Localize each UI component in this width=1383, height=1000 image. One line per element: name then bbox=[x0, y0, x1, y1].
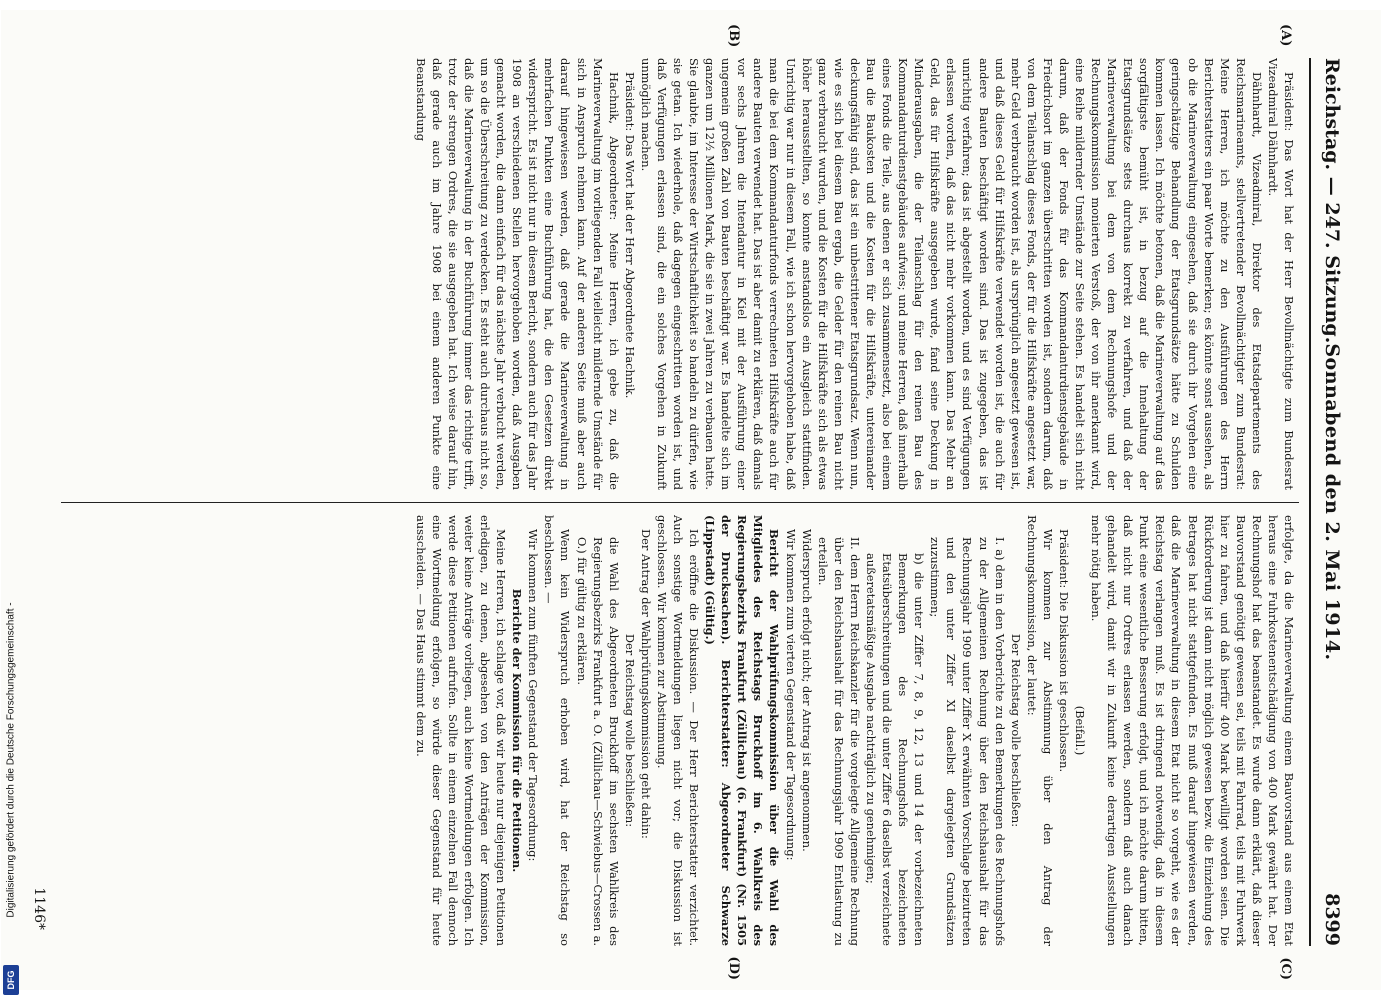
paragraph: Wir kommen zum fünften Gegenstand der Tagesordnung: bbox=[526, 529, 541, 862]
header-session: Reichstag. — 247. Sitzung. bbox=[1321, 58, 1343, 344]
resolution-item: II. dem Herrn Reichskanzler für die vorgelegte Allgemeine Rechnung über den Reichshaushalt für das Rechnungsjahr 1909 Entlastung zu erteilen. bbox=[815, 537, 862, 946]
resolution-heading: Der Reichstag wolle beschließen: bbox=[1008, 633, 1023, 828]
applause-note: (Beifall.) bbox=[1072, 705, 1087, 756]
paragraph: Präsident: Das Wort hat der Herr Bevollmächtigte zum Bundesrat Vizeadmiral Dähnhardt. bbox=[1265, 58, 1296, 490]
paragraph: Wir kommen zum vierten Gegenstand der Tagesordnung: bbox=[783, 529, 798, 861]
paragraph: Meine Herren, ich schlage vor, daß wir heute nur diejenigen Petitionen erledigen, zu denen, abgesehen von den Anträgen der Kommission, weiter keine Anträge vorliegen, auch keine Wortmeldungen erfolgen. Ich werde diese Petitionen aufrufen. Sollte in einem einzelnen Fall dennoch eine Wortmeldung erfolgen, so würde dieser Gegenstand für heute ausscheiden. — Das Haus stimmt dem zu. bbox=[413, 515, 509, 946]
resolution-item: die Wahl des Abgeordneten Bruckhoff im sechsten Wahlkreis des Regierungsbezirks Frankfurt a. O. (Züllichau—Schwiebus—Crossen a. O.) für gültig zu erklären. bbox=[574, 537, 621, 946]
column-divider bbox=[61, 502, 1299, 503]
paragraph: Dähnhardt, Vizeadmiral, Direktor des Etatsdepartements des Reichsmarineamts, stellvertretender Bevollmächtigter zum Bundesrat: Meine Herren, ich möchte zu den Ausführungen des Herrn Berichterstatters ein paar Worte bemerken; es könnte sonst aussehen, als ob die Marineverwaltung eingesehen, daß sie durch ihr Vorgehen eine geringschätzige Behandlung der Etatsgrundsätze hätte zu Schulden kommen lassen. Ich möchte betonen, daß die Marineverwaltung auf das sorgfältigste bemüht ist, in bezug auf die Innehaltung der Etatsgrundsätze stets durchaus korrekt zu verfahren, und daß der Marineverwaltung bei dem von dem Rechnungshofe und der Rechnungskommission monierten Verstoß, der von ihr anerkannt wird, eine Reihe mildernder Umstände zur Seite stehen. Es handelt sich nicht darum, daß der Fonds für das Kommandanturdienstgebäude in Friedrichsort im ganzen überschritten worden ist, sondern darum, daß von dem Teilanschlag dieses Fonds, der für die Hilfskräfte angesetzt war, mehr Geld verbraucht worden ist, als ursprünglich angesetzt gewesen ist, und daß dieses Geld für Hilfskräfte verwendet worden ist, die auch für andere Bauten beschäftigt worden sind. Das ist zugegeben, das ist unrichtig verfahren; das ist abgestellt worden, und es sind Verfügungen erlassen worden, daß das nicht mehr vorkommen kann. Das Mehr an Geld, das für Hilfskräfte ausgegeben wurde, fand seine Deckung in Minderausgaben, die der Teilanschlag für den reinen Bau des Kommandanturdienstgebäudes aufwies; und meine Herren, daß innerhalb eines Fonds die Teile, aus denen er sich zusammensetzt, also bei einem Bau die Baukosten und die Kosten für die Hilfskräfte, untereinander deckungsfähig sind, das ist ein unbestrittener Etatsgrundsatz. Wenn nun, wie es sich bei diesem Bau ergab, die Gelder für den reinen Bau nicht ganz verbraucht wurden, und die Kosten für die Hilfskräfte sich als etwas höher herausstellten, so konnte anstandslos ein Ausgleich stattfinden. Unrichtig war nur in diesem Fall, wie ich schon hervorgehoben habe, daß man die bei dem Kommandanturfonds verrechneten Hilfskräfte auch für andere Bauten verwendet hat. Das ist aber damit zu erklären, daß damals vor sechs Jahren die Intendantur in Kiel mit der Ausführung einer ungemein großen Zahl von Bauten beschäftigt war. Es handelte sich im ganzen um 12½ Millionen Mark, die sie in zwei Jahren zu verbauen hatte. Sie glaubte, im Interesse der Wirtschaftlichkeit so handeln zu dürfen, wie sie getan. Ich wiederhole, daß dagegen eingeschritten worden ist, und daß Verfügungen erlassen sind, die ein solches Vorgehen in Zukunft unmöglich machen. bbox=[638, 58, 1264, 490]
page-header bbox=[1309, 58, 1347, 946]
margin-marker-c: (C) bbox=[1278, 957, 1293, 980]
header-date: Sonnabend den 2. Mai 1914. bbox=[1321, 343, 1343, 661]
paragraph: Präsident: Die Diskussion ist geschlossen. bbox=[1056, 529, 1071, 773]
left-column bbox=[63, 58, 1297, 490]
digitization-credit bbox=[0, 0, 22, 1000]
header-page-number: 8399 bbox=[1321, 893, 1343, 946]
document-page bbox=[1, 10, 1381, 990]
resolution-item: I. a) dem in den Vorberichte zu den Bemerkungen des Rechnungshofs zu der Allgemeinen Rechnung über den Reichshaushalt für das Rechnungsjahr 1909 unter Ziffer X erwähnten Vorschlage beizutreten und den unter Ziffer XI daselbst dargelegten Grundsätzen zuzustimmen; bbox=[928, 537, 1007, 946]
margin-marker-b: (B) bbox=[726, 24, 741, 48]
paragraph: Der Antrag der Wahlprüfungskommission geht dahin: bbox=[638, 529, 653, 839]
paragraph: Ich eröffne die Diskussion. — Der Herr Berichterstatter verzichtet. Auch sonstige Wortmeldungen liegen nicht vor; die Diskussion ist geschlossen. Wir kommen zur Abstimmung. bbox=[654, 515, 702, 946]
paragraph: Widerspruch erfolgt nicht; der Antrag ist angenommen. bbox=[799, 529, 814, 852]
resolution-heading: Der Reichstag wolle beschließen: bbox=[622, 633, 637, 828]
credit-text: Digitalisierung gefördert durch die Deutsche Forschungsgemeinschaft - bbox=[5, 602, 17, 918]
paragraph: Wir kommen zur Abstimmung über den Antrag der Rechnungskommission, der lautet: bbox=[1024, 515, 1055, 946]
page-footer-mark: 1146* bbox=[31, 887, 47, 930]
paragraph: Präsident: Das Wort hat der Herr Abgeordnete Hachnik. bbox=[622, 72, 637, 399]
dfg-logo-icon bbox=[3, 965, 19, 995]
paragraph: erfolgte, da die Marineverwaltung einem Bauvorstand aus einem Etat heraus eine Fuhrkostenentschädigung von 400 Mark gewährt hat. Der Rechnungshof hat das beanstandet. Es wurde dann erklärt, daß dieser Bauvorstand genötigt gewesen sei, teils mit Fahrrad, teils mit Fuhrwerk hier zu fahren, und daß hierfür 400 Mark bewilligt worden seien. Die Rückforderung ist dann nicht möglich gewesen bezw. die Einziehung des Betrages hat nicht stattgefunden. Es muß darauf hingewiesen werden, daß die Marineverwaltung in diesem Etat nicht so vorgeht, wie es der Reichstag verlangen muß. Es ist dringend notwendig, daß in diesem Punkt eine wesentliche Besserung erfolgt, und ich möchte darum bitten, daß nicht nur Ordres erlassen werden, sondern daß auch danach gehandelt wird, damit wir in Zukunft keine derartigen Ausstellungen mehr nötig haben. bbox=[1089, 515, 1296, 946]
paragraph: Hachnik, Abgeordneter: Meine Herren, ich gebe zu, daß die Marineverwaltung im vorliegenden Fall vielleicht mildernde Umstände für sich in Anspruch nehmen kann. Auf der anderen Seite muß aber auch darauf hingewiesen werden, daß gerade die Marineverwaltung in mehrfachen Punkten eine Buchführung hat, die den Gesetzen direkt widerspricht. Es ist nicht nur in diesem Bericht, sondern auch für das Jahr 1908 an verschiedenen Stellen hervorgehoben worden, daß Ausgaben gemacht worden, die dann einfach für das nächste Jahr verbucht werden, um so die Überschreitung zu verdecken. Es steht auch durchaus nicht so, daß die Marineverwaltung in der Buchführung immer das richtige trifft, trotz der strengen Ordres, die sie ausgegeben hat. Ich weise darauf hin, daß gerade auch im Jahre 1908 bei einem anderen Punkte eine Beanstandung bbox=[413, 58, 621, 490]
resolution-item: b) die unter Ziffer 7, 8, 9, 12, 13 und 14 der vorbezeichneten Bemerkungen des Rechnungshofs bezeichneten Etatsüberschreitungen und die unter Ziffer 6 daselbst verzeichnete außeretatsmäßige Ausgabe nachträglich zu genehmigen; bbox=[863, 553, 927, 946]
logo-text: DFG bbox=[6, 970, 16, 990]
agenda-item-title: Bericht der Wahlprüfungskommission über die Wahl des Mitgliedes des Reichstags Bruckhoff im 6. Wahlkreis des Regierungsbezirks Frankfurt (Züllichau) (6. Frankfurt) (Nr. 1505 der Drucksachen). Berichterstatter: Abgeordneter Schwarze (Lippstadt) (Gültig.) bbox=[703, 515, 782, 946]
margin-marker-a: (A) bbox=[1278, 24, 1293, 47]
right-column bbox=[63, 515, 1297, 946]
margin-marker-d: (D) bbox=[726, 956, 741, 980]
agenda-item-title: Berichte der Kommission für die Petitionen. bbox=[510, 588, 525, 873]
paragraph: Wenn kein Widerspruch erhoben wird, hat der Reichstag so beschlossen. — bbox=[542, 515, 573, 946]
